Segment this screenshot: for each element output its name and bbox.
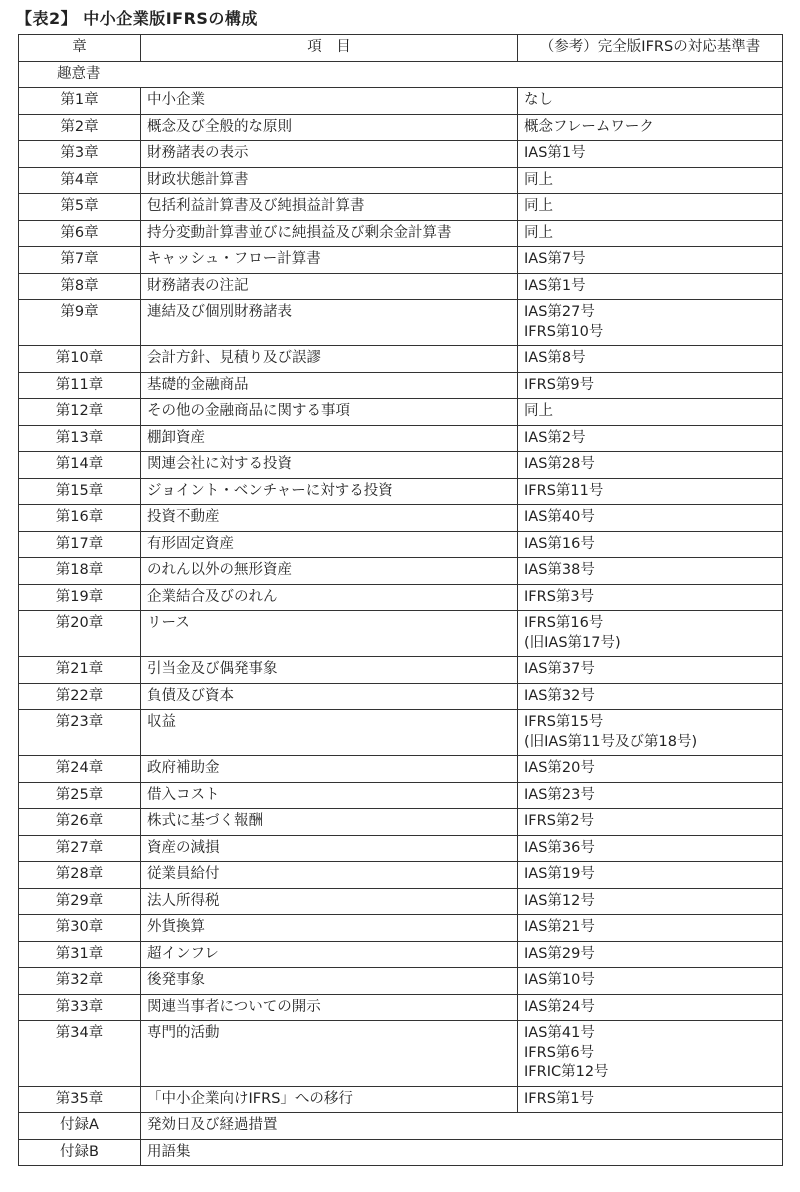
reference-cell	[518, 1086, 783, 1113]
reference-cell	[518, 220, 783, 247]
reference-line: IFRS第2号	[524, 813, 595, 829]
item-cell: 中小企業	[141, 88, 518, 115]
chapter-cell: 第27章	[19, 835, 141, 862]
table-row	[19, 194, 783, 221]
table-row	[19, 273, 783, 300]
item-cell: 財政状態計算書	[141, 167, 518, 194]
item-cell: 企業結合及びのれん	[141, 584, 518, 611]
table-row	[19, 558, 783, 585]
reference-line: IAS第29号	[524, 945, 595, 962]
reference-line: 同上	[524, 403, 553, 419]
chapter-cell: 第7章	[19, 247, 141, 274]
chapter-cell: 第28章	[19, 862, 141, 889]
reference-cell	[518, 710, 783, 756]
reference-cell	[518, 273, 783, 300]
preface-cell: 趣意書	[19, 61, 783, 88]
chapter-cell: 第35章	[19, 1086, 141, 1113]
item-cell: 概念及び全般的な原則	[141, 114, 518, 141]
reference-cell	[518, 1021, 783, 1087]
reference-line: IAS第1号	[524, 277, 586, 294]
reference-line: IAS第16号	[524, 535, 595, 552]
chapter-cell: 第15章	[19, 478, 141, 505]
table-row	[19, 505, 783, 532]
reference-line: IAS第32号	[524, 687, 595, 704]
table-row	[19, 452, 783, 479]
table-row	[19, 809, 783, 836]
chapter-cell: 第11章	[19, 372, 141, 399]
reference-cell	[518, 247, 783, 274]
item-cell: 株式に基づく報酬	[141, 809, 518, 836]
appendix-label-cell: 付録B	[19, 1139, 141, 1166]
reference-line: IFRS第10号	[524, 323, 604, 340]
table-row	[19, 941, 783, 968]
chapter-cell: 第33章	[19, 994, 141, 1021]
appendix-label-cell: 付録A	[19, 1113, 141, 1140]
item-cell: のれん以外の無形資産	[141, 558, 518, 585]
chapter-cell: 第16章	[19, 505, 141, 532]
table-row	[19, 372, 783, 399]
reference-cell	[518, 505, 783, 532]
chapter-cell: 第17章	[19, 531, 141, 558]
reference-line: IFRIC第12号	[524, 1064, 609, 1080]
table-row	[19, 425, 783, 452]
chapter-cell: 第22章	[19, 683, 141, 710]
reference-line: 同上	[524, 198, 553, 214]
table-row	[19, 114, 783, 141]
reference-cell	[518, 683, 783, 710]
reference-cell	[518, 141, 783, 168]
reference-line: (旧IAS第17号)	[524, 634, 621, 651]
reference-line: IAS第38号	[524, 562, 595, 578]
chapter-cell: 第31章	[19, 941, 141, 968]
table-row	[19, 657, 783, 684]
chapter-cell: 第13章	[19, 425, 141, 452]
item-cell: 棚卸資産	[141, 425, 518, 452]
reference-cell	[518, 809, 783, 836]
appendix-item-cell: 用語集	[141, 1139, 783, 1166]
reference-line: IAS第7号	[524, 251, 586, 267]
appendix-item-cell: 発効日及び経過措置	[141, 1113, 783, 1140]
reference-cell	[518, 300, 783, 346]
item-cell: 後発事象	[141, 968, 518, 995]
reference-line: IAS第12号	[524, 892, 595, 909]
table-row	[19, 710, 783, 756]
reference-cell	[518, 346, 783, 373]
table-row	[19, 1086, 783, 1113]
header-chapter: 章	[19, 35, 141, 62]
item-cell: 関連会社に対する投資	[141, 452, 518, 479]
item-cell: 資産の減損	[141, 835, 518, 862]
reference-cell	[518, 782, 783, 809]
item-cell: 財務諸表の注記	[141, 273, 518, 300]
table-row	[19, 756, 783, 783]
table-row	[19, 531, 783, 558]
reference-line: 同上	[524, 171, 553, 188]
reference-line: IAS第8号	[524, 350, 586, 366]
table-row	[19, 915, 783, 942]
reference-cell	[518, 941, 783, 968]
chapter-cell: 第5章	[19, 194, 141, 221]
item-cell: リース	[141, 611, 518, 657]
table-row	[19, 247, 783, 274]
reference-cell	[518, 994, 783, 1021]
item-cell: 連結及び個別財務諸表	[141, 300, 518, 346]
item-cell: 財務諸表の表示	[141, 141, 518, 168]
reference-line: IAS第41号	[524, 1025, 595, 1041]
reference-line: IFRS第11号	[524, 482, 604, 499]
table-row	[19, 88, 783, 115]
item-cell: 「中小企業向けIFRS」への移行	[141, 1086, 518, 1113]
table-body	[19, 61, 783, 1166]
appendix-row	[19, 1113, 783, 1140]
reference-cell	[518, 399, 783, 426]
item-cell: 専門的活動	[141, 1021, 518, 1087]
chapter-cell: 第4章	[19, 167, 141, 194]
item-cell: 収益	[141, 710, 518, 756]
reference-cell	[518, 611, 783, 657]
chapter-cell: 第10章	[19, 346, 141, 373]
chapter-cell: 第6章	[19, 220, 141, 247]
chapter-cell: 第26章	[19, 809, 141, 836]
reference-cell	[518, 915, 783, 942]
item-cell: キャッシュ・フロー計算書	[141, 247, 518, 274]
reference-line: IAS第23号	[524, 786, 595, 803]
table-row	[19, 584, 783, 611]
table-row	[19, 399, 783, 426]
table-row	[19, 300, 783, 346]
table-row	[19, 888, 783, 915]
header-reference: （参考）完全版IFRSの対応基準書	[518, 35, 783, 62]
chapter-cell: 第12章	[19, 399, 141, 426]
preface-row	[19, 61, 783, 88]
table-row	[19, 782, 783, 809]
reference-line: IAS第1号	[524, 145, 586, 161]
chapter-cell: 第32章	[19, 968, 141, 995]
chapter-cell: 第34章	[19, 1021, 141, 1087]
reference-line: IFRS第3号	[524, 588, 595, 605]
item-cell: 政府補助金	[141, 756, 518, 783]
item-cell: 基礎的金融商品	[141, 372, 518, 399]
item-cell: 借入コスト	[141, 782, 518, 809]
table-header-row	[19, 35, 783, 62]
chapter-cell: 第9章	[19, 300, 141, 346]
chapter-cell: 第21章	[19, 657, 141, 684]
reference-cell	[518, 167, 783, 194]
reference-cell	[518, 114, 783, 141]
reference-cell	[518, 584, 783, 611]
reference-cell	[518, 558, 783, 585]
table-row	[19, 968, 783, 995]
reference-line: IAS第2号	[524, 429, 586, 446]
reference-line: IFRS第6号	[524, 1044, 595, 1061]
reference-cell	[518, 888, 783, 915]
item-cell: 会計方針、見積り及び誤謬	[141, 346, 518, 373]
table-row	[19, 994, 783, 1021]
item-cell: 負債及び資本	[141, 683, 518, 710]
reference-cell	[518, 478, 783, 505]
reference-line: なし	[524, 92, 553, 108]
chapter-cell: 第18章	[19, 558, 141, 585]
table-row	[19, 478, 783, 505]
header-item: 項 目	[141, 35, 518, 62]
item-cell: その他の金融商品に関する事項	[141, 399, 518, 426]
chapter-cell: 第20章	[19, 611, 141, 657]
reference-line: 概念フレームワーク	[524, 118, 654, 135]
item-cell: 投資不動産	[141, 505, 518, 532]
reference-line: IFRS第15号	[524, 714, 604, 730]
item-cell: 法人所得税	[141, 888, 518, 915]
reference-line: IAS第24号	[524, 998, 595, 1015]
reference-line: IAS第20号	[524, 760, 595, 776]
chapter-cell: 第30章	[19, 915, 141, 942]
reference-cell	[518, 756, 783, 783]
table-row	[19, 611, 783, 657]
table-row	[19, 862, 783, 889]
reference-line: IFRS第16号	[524, 615, 604, 631]
chapter-cell: 第25章	[19, 782, 141, 809]
chapter-cell: 第1章	[19, 88, 141, 115]
reference-cell	[518, 531, 783, 558]
reference-cell	[518, 452, 783, 479]
page-title: 【表2】 中小企業版IFRSの構成	[16, 9, 258, 28]
item-cell: ジョイント・ベンチャーに対する投資	[141, 478, 518, 505]
reference-cell	[518, 835, 783, 862]
table-row	[19, 835, 783, 862]
table-row	[19, 141, 783, 168]
reference-line: IAS第28号	[524, 456, 595, 472]
item-cell: 有形固定資産	[141, 531, 518, 558]
reference-cell	[518, 88, 783, 115]
reference-line: IAS第36号	[524, 839, 595, 856]
chapter-cell: 第24章	[19, 756, 141, 783]
reference-line: IAS第19号	[524, 866, 595, 882]
reference-line: IFRS第9号	[524, 376, 595, 393]
reference-cell	[518, 968, 783, 995]
table-row	[19, 1021, 783, 1087]
item-cell: 引当金及び偶発事象	[141, 657, 518, 684]
chapter-cell: 第8章	[19, 273, 141, 300]
reference-line: (旧IAS第11号及び第18号)	[524, 733, 698, 750]
table-row	[19, 346, 783, 373]
reference-line: IAS第10号	[524, 972, 595, 988]
reference-cell	[518, 372, 783, 399]
chapter-cell: 第29章	[19, 888, 141, 915]
reference-line: IAS第27号	[524, 304, 595, 320]
table-row	[19, 167, 783, 194]
reference-line: IFRS第1号	[524, 1090, 595, 1107]
reference-line: IAS第37号	[524, 661, 595, 677]
table-row	[19, 220, 783, 247]
item-cell: 関連当事者についての開示	[141, 994, 518, 1021]
item-cell: 外貨換算	[141, 915, 518, 942]
table-row	[19, 683, 783, 710]
chapter-cell: 第19章	[19, 584, 141, 611]
item-cell: 包括利益計算書及び純損益計算書	[141, 194, 518, 221]
item-cell: 従業員給付	[141, 862, 518, 889]
reference-cell	[518, 862, 783, 889]
item-cell: 超インフレ	[141, 941, 518, 968]
reference-cell	[518, 425, 783, 452]
item-cell: 持分変動計算書並びに純損益及び剰余金計算書	[141, 220, 518, 247]
reference-cell	[518, 657, 783, 684]
chapter-cell: 第2章	[19, 114, 141, 141]
appendix-row	[19, 1139, 783, 1166]
reference-line: 同上	[524, 224, 553, 241]
reference-line: IAS第40号	[524, 509, 595, 525]
reference-line: IAS第21号	[524, 919, 595, 935]
chapter-cell: 第14章	[19, 452, 141, 479]
chapter-cell: 第3章	[19, 141, 141, 168]
reference-cell	[518, 194, 783, 221]
chapter-cell: 第23章	[19, 710, 141, 756]
ifrs-structure-table	[18, 34, 783, 1166]
